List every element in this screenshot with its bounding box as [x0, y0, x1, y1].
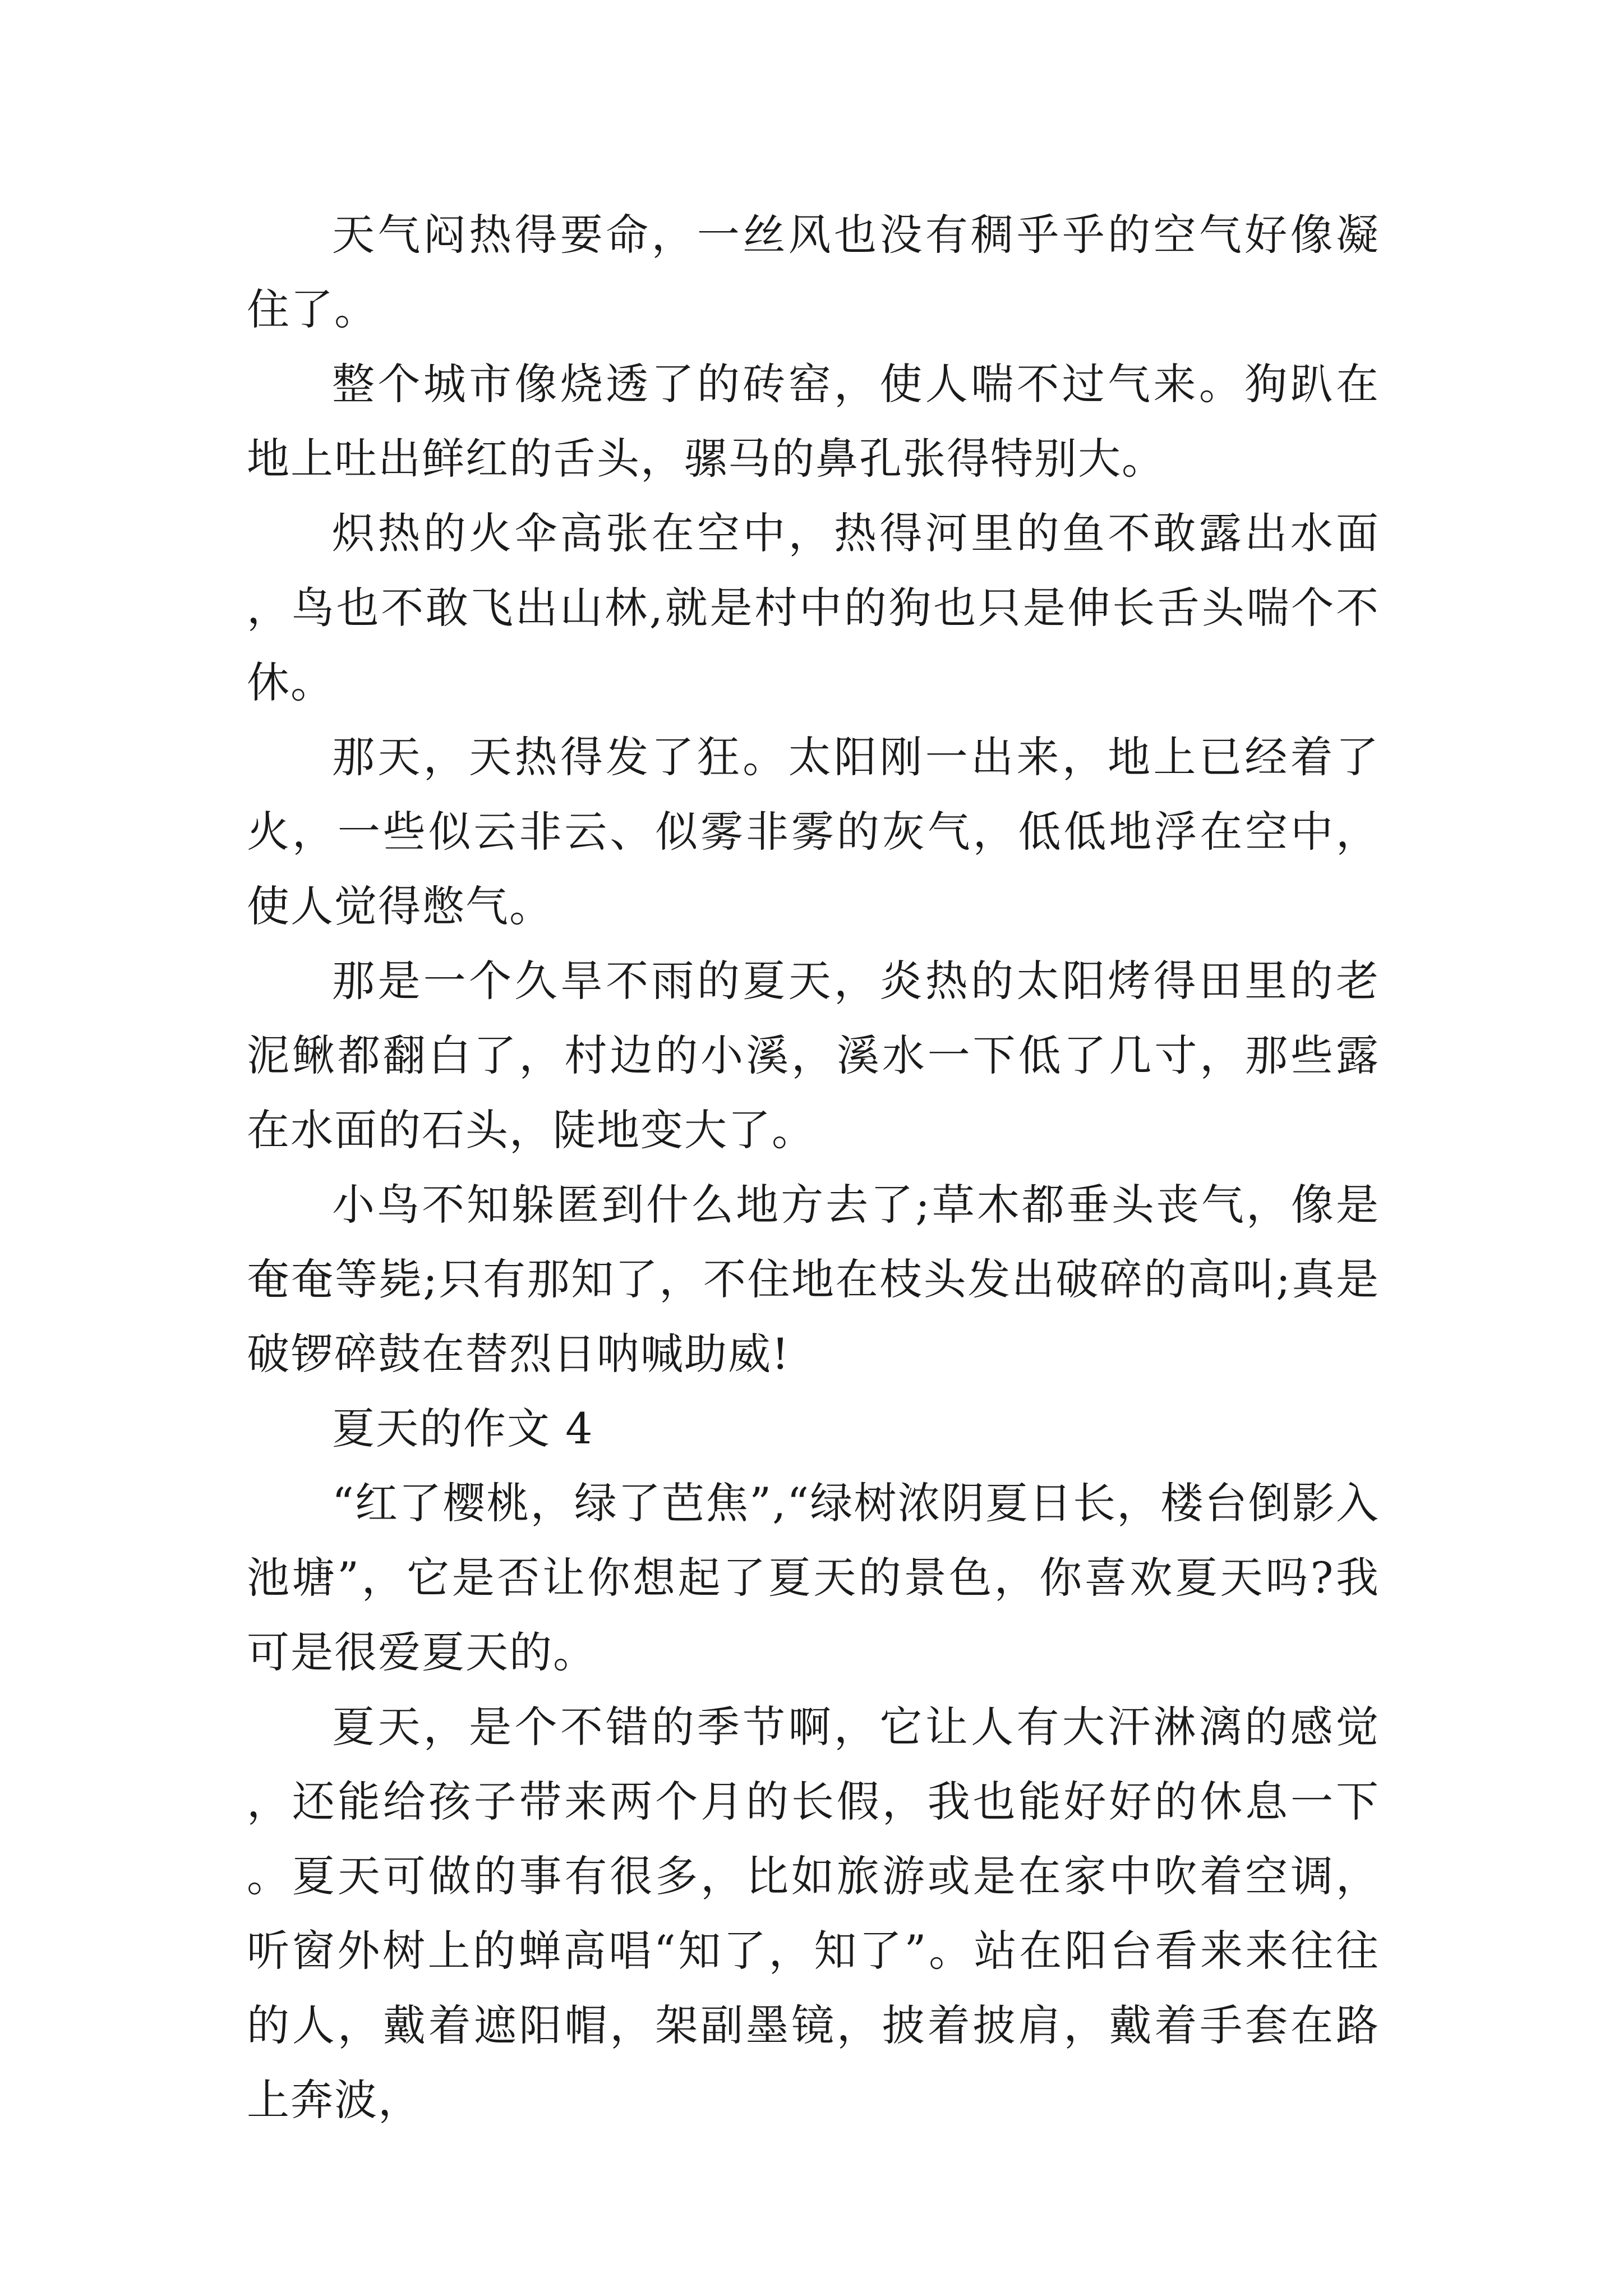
- paragraph: 小鸟不知躲匿到什么地方去了;草木都垂头丧气，像是奄奄等毙;只有那知了，不住地在枝头发出破碎的高叫;真是破锣碎鼓在替烈日呐喊助威!: [247, 1180, 1380, 1379]
- paragraph: “红了樱桃，绿了芭焦”,“绿树浓阴夏日长，楼台倒影入池塘”，它是否让你想起了夏天的景色，你喜欢夏天吗?我可是很爱夏天的。: [247, 1478, 1380, 1677]
- section-heading: 夏天的作文 4: [332, 1404, 594, 1453]
- paragraph: 夏天，是个不错的季节啊，它让人有大汗淋漓的感觉，还能给孩子带来两个月的长假，我也能好好的休息一下。夏天可做的事有很多，比如旅游或是在家中吹着空调，听窗外树上的蝉高唱“知了，知了”。站在阳台看来来往往的人，戴着遮阳帽，架副墨镜，披着披肩，戴着手套在路上奔波，: [247, 1702, 1380, 2125]
- paragraph: 整个城市像烧透了的砖窑，使人喘不过气来。狗趴在地上吐出鲜红的舌头，骡马的鼻孔张得特别大。: [247, 359, 1380, 484]
- paragraph: 那是一个久旱不雨的夏天，炎热的太阳烤得田里的老泥鳅都翻白了，村边的小溪，溪水一下低了几寸，那些露在水面的石头，陡地变大了。: [247, 956, 1380, 1155]
- paragraph: 那天，天热得发了狂。太阳刚一出来，地上已经着了火，一些似云非云、似雾非雾的灰气，低低地浮在空中，使人觉得憋气。: [247, 732, 1380, 931]
- paragraph: 炽热的火伞高张在空中，热得河里的鱼不敢露出水面，鸟也不敢飞出山林,就是村中的狗也只是伸长舌头喘个不休。: [247, 508, 1380, 707]
- paragraph: 天气闷热得要命，一丝风也没有稠乎乎的空气好像凝住了。: [247, 210, 1380, 334]
- document-body: [247, 197, 1380, 2137]
